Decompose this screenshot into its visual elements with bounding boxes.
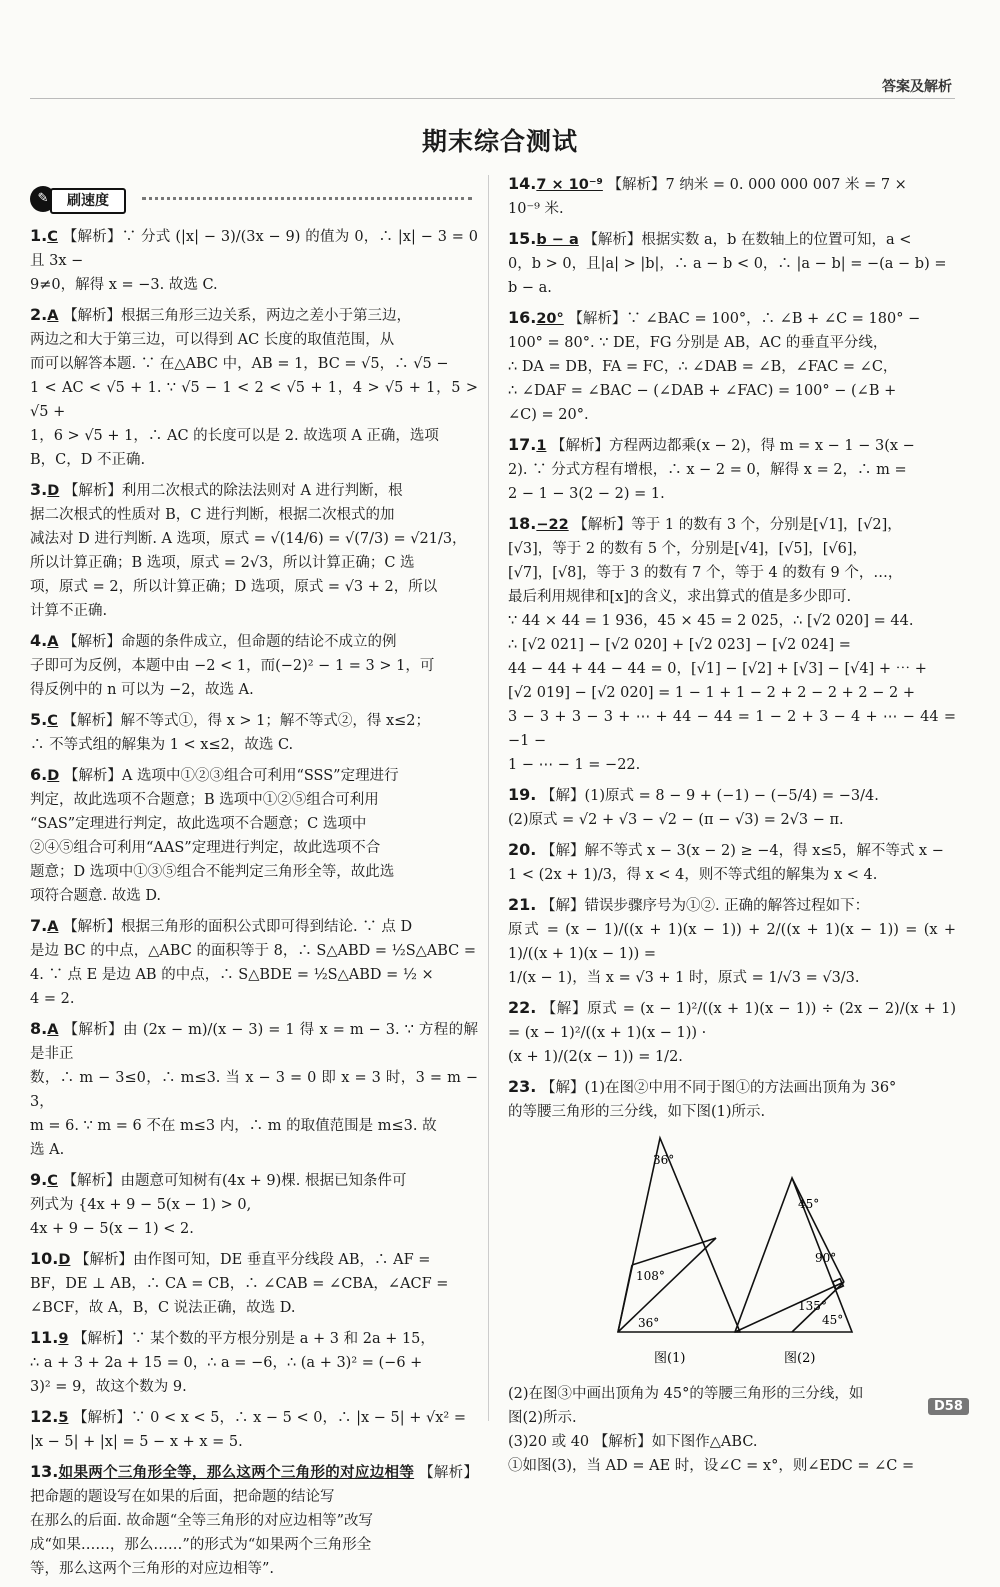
item-line: 【解析】把命题的题设写在如果的后面，把命题的结论写: [30, 1465, 478, 1505]
item-answer: 如果两个三角形全等，那么这两个三角形的对应边相等: [58, 1465, 415, 1481]
item-answer: A: [47, 919, 59, 935]
answer-item: [508, 433, 956, 506]
item-line: 【解】(1)原式 = 8 − 9 + (−1) − (−5/4) = −3/4.: [540, 788, 879, 804]
item-line: 【解析】∵ 分式 (|x| − 3)/(3x − 9) 的值为 0，∴ |x| − 3 = 0 且 3x −: [30, 229, 478, 269]
item-number: 22.: [508, 998, 537, 1017]
item-line: 【解析】根据三角形三边关系，两边之差小于第三边，: [63, 308, 412, 324]
item-number: 15.: [508, 229, 537, 248]
item-line: ∴ ∠DAF = ∠BAC − (∠DAB + ∠FAC) = 100° − (∠B +: [508, 383, 897, 399]
dotted-divider: [142, 197, 472, 200]
answer-item: [30, 914, 478, 1011]
figure-area: [508, 1130, 956, 1376]
answer-item: [30, 763, 478, 908]
item-line: [√7]，[√8]，等于 3 的数有 7 个，等于 4 的数有 9 个，…，: [508, 565, 903, 581]
item-line: 3 − 3 + 3 − 3 + ⋯ + 44 − 44 = 1 − 2 + 3 − 4 + ⋯ − 44 = −1 −: [508, 709, 956, 749]
item-number: 6.: [30, 765, 48, 784]
item-line: 【解】(1)在图②中用不同于图①的方法画出顶角为 36°: [540, 1080, 897, 1096]
item-line: 【解析】7 纳米 = 0. 000 000 007 米 = 7 ×: [607, 177, 907, 193]
answer-item: [508, 893, 956, 990]
header-divider: [30, 98, 955, 99]
item-line: 题意；D 选项中①③⑤组合不能判定三角形全等，故此选: [30, 864, 395, 880]
item-number: 16.: [508, 308, 537, 327]
item-number: 4.: [30, 631, 48, 650]
item-answer: A: [47, 634, 59, 650]
answer-item: [30, 629, 478, 702]
item-line: 而可以解答本题. ∵ 在△ABC 中，AB = 1，BC = √5，∴ √5 −: [30, 356, 449, 372]
item-line: 1，6 > √5 + 1，∴ AC 的长度可以是 2. 故选项 A 正确，选项: [30, 428, 439, 444]
fig2-angle-right: 90°: [815, 1251, 837, 1265]
item-number: 12.: [30, 1407, 59, 1426]
item-answer: C: [47, 1173, 58, 1189]
item-answer: 20°: [536, 311, 564, 327]
item-line: 【解析】命题的条件成立，但命题的结论不成立的例: [63, 634, 397, 650]
item-line: 0，b > 0，且|a| > |b|，∴ a − b < 0，∴ |a − b| = −(a − b) =: [508, 256, 947, 272]
item-line: 两边之和大于第三边，可以得到 AC 长度的取值范围，从: [30, 332, 395, 348]
item-line: 【解析】方程两边都乘(x − 2)，得 m = x − 1 − 3(x −: [551, 438, 915, 454]
item-line: 减法对 D 进行判断. A 选项，原式 = √(14/6) = √(7/3) = √21/3，: [30, 531, 467, 547]
item-number: 10.: [30, 1249, 59, 1268]
item-number: 11.: [30, 1328, 59, 1347]
item-line: 计算不正确.: [30, 603, 108, 619]
item-line: ∠C) = 20°.: [508, 407, 589, 423]
item-answer: C: [47, 229, 58, 245]
after-figure-line: 图(2)所示.: [508, 1410, 577, 1426]
item-line: 3)² = 9，故这个数为 9.: [30, 1379, 187, 1395]
item-line: 【解】原式 = (x − 1)²/((x + 1)(x − 1)) ÷ (2x − 2)/(x + 1) = (x − 1)²/((x + 1)(x − 1)) ·: [508, 1001, 957, 1041]
fig1-angle-top: 36°: [653, 1153, 675, 1167]
item-answer: A: [47, 308, 59, 324]
answer-item: [508, 172, 956, 221]
pencil-icon: ✎: [30, 186, 56, 212]
answer-item: [30, 1405, 478, 1454]
answer-item: [508, 227, 956, 300]
answer-item: [30, 1460, 478, 1581]
right-items: [508, 172, 956, 1124]
page-title: 期末综合测试: [421, 127, 578, 156]
item-line: 【解析】等于 1 的数有 3 个，分别是[√1]，[√2]，: [573, 517, 902, 533]
item-answer: D: [58, 1252, 71, 1268]
item-answer: C: [47, 713, 58, 729]
item-line: 1 − ⋯ − 1 = −22.: [508, 757, 641, 773]
item-answer: D: [47, 768, 60, 784]
item-line: 10⁻⁹ 米.: [508, 201, 564, 217]
item-number: 5.: [30, 710, 48, 729]
item-line: 4. ∵ 点 E 是边 AB 的中点，∴ S△BDE = ½S△ABD = ½ ×: [30, 967, 434, 983]
item-number: 2.: [30, 305, 48, 324]
answer-item: [30, 1247, 478, 1320]
left-column: [30, 224, 478, 1587]
answer-item: [508, 838, 956, 887]
item-line: 1 < AC < √5 + 1. ∵ √5 − 1 < 2 < √5 + 1，4 > √5 + 1，5 > √5 +: [30, 380, 478, 420]
answer-item: [30, 1168, 478, 1241]
answer-item: [508, 306, 956, 427]
after-figure-line: (2)在图③中画出顶角为 45°的等腰三角形的三分线，如: [508, 1386, 864, 1402]
item-line: 【解析】A 选项中①②③组合可利用“SSS”定理进行: [63, 768, 399, 784]
item-line: 所以计算正确；B 选项，原式 = 2√3，所以计算正确；C 选: [30, 555, 415, 571]
fig1-angle-mid: 108°: [636, 1269, 665, 1283]
item-number: 23.: [508, 1077, 537, 1096]
item-answer: D: [47, 483, 60, 499]
item-line: 【解】错误步骤序号为①②. 正确的解答过程如下：: [540, 898, 870, 914]
after-figure-line: (3)20 或 40 【解析】如下图作△ABC.: [508, 1434, 758, 1450]
item-line: 100° = 80°. ∵ DE，FG 分别是 AB，AC 的垂直平分线，: [508, 335, 888, 351]
item-line: ∴ [√2 021] − [√2 020] + [√2 023] − [√2 024] =: [508, 637, 851, 653]
item-answer: −22: [536, 517, 569, 533]
item-line: 【解析】∵ 0 < x < 5，∴ x − 5 < 0，∴ |x − 5| + √x² =: [73, 1410, 466, 1426]
item-line: 【解析】由作图可知，DE 垂直平分线段 AB，∴ AF =: [75, 1252, 431, 1268]
item-line: 【解析】由 (2x − m)/(x − 3) = 1 得 x = m − 3. ∵ 方程的解是非正: [30, 1022, 478, 1062]
item-line: 【解析】由题意可知树有(4x + 9)棵. 根据已知条件可: [62, 1173, 407, 1189]
item-line: 项符合题意. 故选 D.: [30, 888, 162, 904]
item-number: 1.: [30, 226, 48, 245]
answer-item: [508, 1075, 956, 1124]
item-line: 2). ∵ 分式方程有增根，∴ x − 2 = 0，解得 x = 2，∴ m =: [508, 462, 907, 478]
item-line: 【解析】根据三角形的面积公式即可得到结论. ∵ 点 D: [63, 919, 413, 935]
item-answer: 7 × 10⁻⁹: [536, 177, 603, 193]
item-line: ∴ a + 3 + 2a + 15 = 0，∴ a = −6，∴ (a + 3)² = (−6 +: [30, 1355, 423, 1371]
fig2-angle-top: 45°: [798, 1197, 820, 1211]
fig1-angle-bottom: 36°: [638, 1316, 660, 1330]
after-figure-text: [508, 1382, 956, 1478]
answer-item: [30, 708, 478, 757]
item-number: 17.: [508, 435, 537, 454]
item-line: 成“如果……，那么……”的形式为“如果两个三角形全: [30, 1537, 372, 1553]
item-line: 【解析】利用二次根式的除法法则对 A 进行判断，根: [63, 483, 403, 499]
fig2-caption: 图(2): [784, 1351, 816, 1366]
item-line: 数，∴ m − 3≤0，∴ m≤3. 当 x − 3 = 0 即 x = 3 时，3 = m − 3，: [30, 1070, 478, 1110]
column-divider: [488, 175, 489, 1421]
section-badge: [30, 184, 142, 214]
item-line: 【解析】∵ ∠BAC = 100°，∴ ∠B + ∠C = 180° −: [568, 311, 921, 327]
page-number: D58: [928, 1398, 969, 1415]
item-line: (x + 1)/(2(x − 1)) = 1/2.: [508, 1049, 683, 1065]
answer-item: [30, 224, 478, 297]
item-line: 1/(x − 1)，当 x = √3 + 1 时，原式 = 1/√3 = √3/3.: [508, 970, 860, 986]
answer-item: [30, 478, 478, 623]
item-line: m = 6. ∵ m = 6 不在 m≤3 内，∴ m 的取值范围是 m≤3. 故: [30, 1118, 437, 1134]
item-line: 原式 = (x − 1)/((x + 1)(x − 1)) + 2/((x + 1)(x − 1)) = (x + 1)/((x + 1)(x − 1)) =: [508, 922, 956, 962]
item-number: 9.: [30, 1170, 48, 1189]
item-line: 1 < (2x + 1)/3，得 x < 4，则不等式组的解集为 x < 4.: [508, 867, 878, 883]
item-line: 是边 BC 的中点，△ABC 的面积等于 8，∴ S△ABD = ½S△ABC =: [30, 943, 477, 959]
item-number: 21.: [508, 895, 537, 914]
item-line: (2)原式 = √2 + √3 − √2 − (π − √3) = 2√3 − π.: [508, 812, 844, 828]
item-line: ∴ DA = DB，FA = FC，∴ ∠DAB = ∠B，∠FAC = ∠C，: [508, 359, 898, 375]
item-answer: b − a: [536, 232, 579, 248]
item-line: B，C，D 不正确.: [30, 452, 146, 468]
item-line: [√3]，等于 2 的数有 5 个，分别是[√4]，[√5]，[√6]，: [508, 541, 868, 557]
item-line: 2 − 1 − 3(2 − 2) = 1.: [508, 486, 665, 502]
item-line: 4x + 9 − 5(x − 1) < 2.: [30, 1221, 194, 1237]
item-number: 18.: [508, 514, 537, 533]
item-line: 4 = 2.: [30, 991, 75, 1007]
item-line: 44 − 44 + 44 − 44 = 0，[√1] − [√2] + [√3] − [√4] + ⋯ +: [508, 661, 927, 677]
answer-item: [30, 303, 478, 472]
item-line: 子即可为反例，本题中由 −2 < 1，而(−2)² − 1 = 3 > 1，可: [30, 658, 435, 674]
after-figure-line: ①如图(3)，当 AD = AE 时，设∠C = x°，则∠EDC = ∠C =: [508, 1458, 915, 1474]
item-line: 【解析】∵ 某个数的平方根分别是 a + 3 和 2a + 15，: [73, 1331, 435, 1347]
item-line: 【解析】解不等式①，得 x > 1；解不等式②，得 x≤2；: [62, 713, 431, 729]
item-line: 等，那么这两个三角形的对应边相等”.: [30, 1561, 275, 1577]
item-answer: 5: [58, 1410, 69, 1426]
fig2-angle-obtuse: 135°: [798, 1299, 827, 1313]
item-line: 项，原式 = 2，所以计算正确；D 选项，原式 = √3 + 2，所以: [30, 579, 438, 595]
section-header-tag: 答案及解析: [882, 79, 952, 95]
triangle-figures: [598, 1130, 858, 1376]
item-number: 19.: [508, 785, 537, 804]
item-line: [√2 019] − [√2 020] = 1 − 1 + 1 − 2 + 2 − 2 + 2 − 2 +: [508, 685, 915, 701]
item-line: 【解】解不等式 x − 3(x − 2) ≥ −4，得 x≤5，解不等式 x −: [540, 843, 944, 859]
item-line: 9≠0，解得 x = −3. 故选 C.: [30, 277, 218, 293]
item-line: 【解析】根据实数 a，b 在数轴上的位置可知，a <: [583, 232, 912, 248]
right-column: [508, 172, 956, 1478]
fig2-angle-bottom: 45°: [822, 1313, 844, 1327]
item-answer: A: [47, 1022, 59, 1038]
item-number: 7.: [30, 916, 48, 935]
item-line: b − a.: [508, 280, 552, 296]
item-line: “SAS”定理进行判定，故此选项不合题意；C 选项中: [30, 816, 367, 832]
figure-1-triangle: [618, 1138, 740, 1332]
item-number: 8.: [30, 1019, 48, 1038]
answer-item: [508, 512, 956, 777]
item-line: 得反例中的 n 可以为 −2，故选 A.: [30, 682, 254, 698]
answer-item: [508, 996, 956, 1069]
item-line: 的等腰三角形的三分线，如下图(1)所示.: [508, 1104, 766, 1120]
answer-item: [30, 1326, 478, 1399]
item-line: ∴ 不等式组的解集为 1 < x≤2，故选 C.: [30, 737, 294, 753]
item-line: ∠BCF，故 A，B，C 说法正确，故选 D.: [30, 1300, 296, 1316]
section-badge-label: 刷速度: [50, 188, 126, 214]
item-line: 据二次根式的性质对 B，C 进行判断，根据二次根式的加: [30, 507, 395, 523]
fig1-caption: 图(1): [654, 1351, 686, 1366]
item-line: 最后利用规律和[x]的含义，求出算式的值是多少即可.: [508, 589, 852, 605]
item-number: 3.: [30, 480, 48, 499]
item-line: 选 A.: [30, 1142, 65, 1158]
item-line: ②④⑤组合可利用“AAS”定理进行判定，故此选项不合: [30, 840, 381, 856]
item-answer: 1: [536, 438, 547, 454]
item-number: 20.: [508, 840, 537, 859]
item-line: BF，DE ⊥ AB，∴ CA = CB，∴ ∠CAB = ∠CBA，∠ACF =: [30, 1276, 449, 1292]
item-answer: 9: [58, 1331, 69, 1347]
answer-item: [30, 1017, 478, 1162]
item-number: 13.: [30, 1462, 59, 1481]
item-line: 列式为 {4x + 9 − 5(x − 1) > 0,: [30, 1197, 252, 1213]
item-number: 14.: [508, 174, 537, 193]
item-line: 在那么的后面. 故命题“全等三角形的对应边相等”改写: [30, 1513, 374, 1529]
item-line: |x − 5| + |x| = 5 − x + x = 5.: [30, 1434, 243, 1450]
answer-item: [508, 783, 956, 832]
item-line: 判定，故此选项不合题意；B 选项中①②⑤组合可利用: [30, 792, 379, 808]
item-line: ∵ 44 × 44 = 1 936，45 × 45 = 2 025，∴ [√2 020] = 44.: [508, 613, 914, 629]
